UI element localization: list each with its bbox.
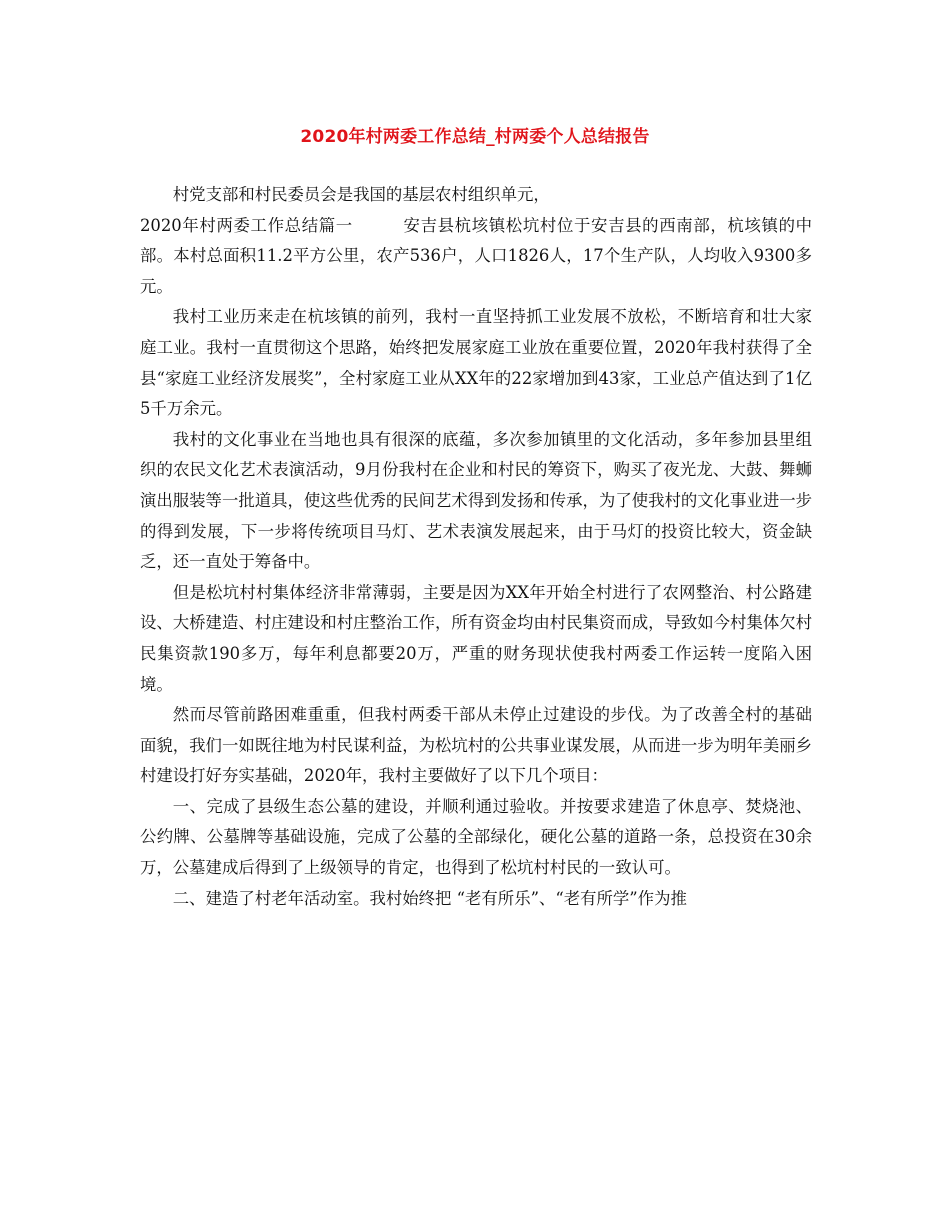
body-paragraph-5: 一、完成了县级生态公墓的建设，并顺利通过验收。并按要求建造了休息亭、焚烧池、公约牌、公墓牌等基础设施，完成了公墓的全部绿化，硬化公墓的道路一条，总投资在30余万，公墓建成后得到了上级领导的肯定，也得到了松坑村村民的一致认可。 — [140, 796, 812, 878]
section-paragraph — [140, 211, 812, 303]
body-paragraph-4: 然而尽管前路困难重重，但我村两委干部从未停止过建设的步伐。为了改善全村的基础面貌，我们一如既往地为村民谋利益，为松坑村的公共事业谋发展，从而进一步为明年美丽乡村建设打好夯实基础，2020年，我村主要做好了以下几个项目： — [140, 705, 813, 786]
body-paragraph-1: 我村工业历来走在杭垓镇的前列，我村一直坚持抓工业发展不放松，不断培育和壮大家庭工业。我村一直贯彻这个思路，始终把发展家庭工业放在重要位置，2020年我村获得了全县“家庭工业经济发展奖”，全村家庭工业从XX年的22家增加到43家，工业总产值达到了1亿5千万余元。 — [140, 307, 812, 419]
document-title: 2020年村两委工作总结_村两委个人总结报告 — [300, 127, 650, 147]
document-body — [140, 180, 812, 914]
section-text: 安吉县杭垓镇松坑村位于安吉县的西南部，杭垓镇的中部。本村总面积11.2平方公里，农产536户，人口1826人，17个生产队，人均收入9300多元。 — [140, 215, 813, 296]
body-paragraph-2: 我村的文化事业在当地也具有很深的底蕴，多次参加镇里的文化活动，多年参加县里组织的农民文化艺术表演活动，9月份我村在企业和村民的筹资下，购买了夜光龙、大鼓、舞蛳演出服装等一批道具，使这些优秀的民间艺术得到发扬和传承，为了使我村的文化事业进一步的得到发展，下一步将传统项目马灯、艺术表演发展起来，由于马灯的投资比较大，资金缺乏，还一直处于筹备中。 — [140, 429, 813, 572]
body-paragraph-6: 二、建造了村老年活动室。我村始终把 “老有所乐”、“老有所学”作为推 — [172, 888, 687, 908]
body-paragraph-3: 但是松坑村村集体经济非常薄弱，主要是因为XX年开始全村进行了农网整治、村公路建设、大桥建造、村庄建设和村庄整治工作，所有资金均由村民集资而成，导致如今村集体欠村民集资款190多万，每年利息都要20万，严重的财务现状使我村两委工作运转一度陷入困境。 — [140, 582, 813, 694]
section-label: 2020年村两委工作总结篇一 — [140, 215, 353, 235]
intro-paragraph: 村党支部和村民委员会是我国的基层农村组织单元， — [172, 185, 550, 204]
